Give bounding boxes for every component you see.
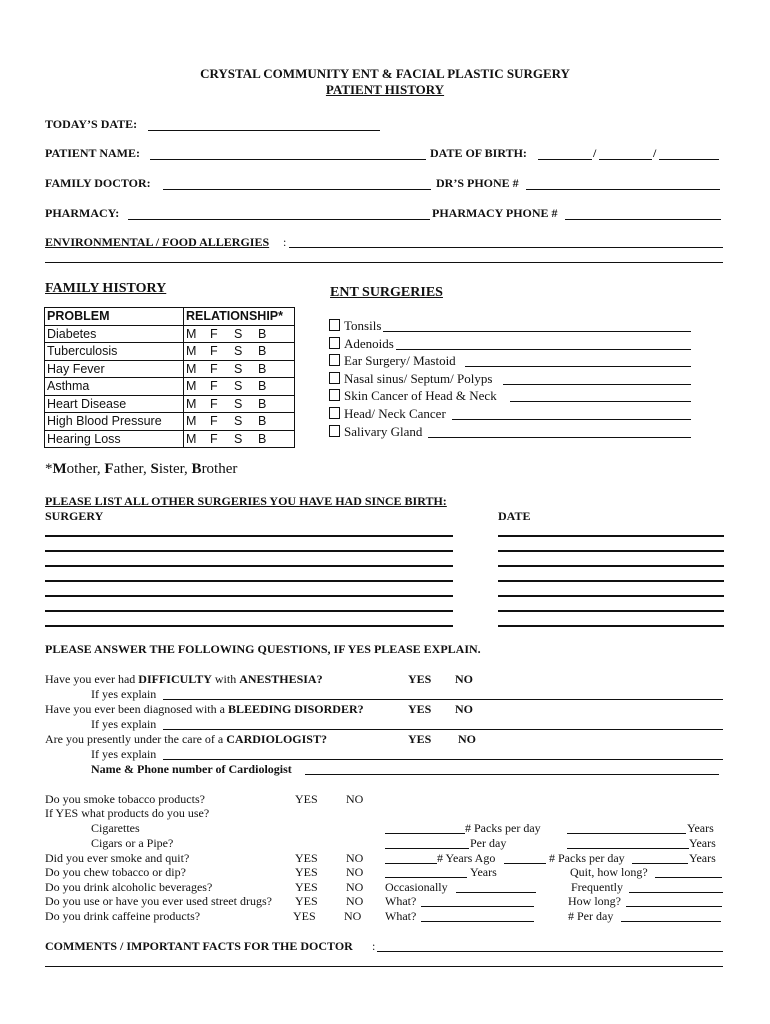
rel-sister[interactable]: S [234, 326, 243, 341]
q-cardiologist: Are you presently under the care of a CARDIOLOGIST? [45, 732, 327, 746]
table-header-row [45, 308, 295, 326]
quit-no[interactable]: NO [346, 851, 364, 865]
rel-mother[interactable]: M [186, 396, 197, 411]
rel-mother[interactable]: M [186, 344, 197, 359]
allergies-colon: : [283, 235, 287, 249]
ent-item-adenoids[interactable]: Adenoids [329, 336, 394, 352]
pharmacy-phone-field[interactable] [565, 219, 721, 220]
family-history-title: FAMILY HISTORY [45, 281, 167, 296]
patient-name-label: PATIENT NAME: [45, 146, 141, 160]
rel-mother[interactable]: M [186, 414, 197, 429]
table-row [45, 430, 295, 448]
table-row [45, 413, 295, 431]
todays-date-label: TODAY’S DATE: [45, 117, 138, 131]
caffeine-question: Do you drink caffeine products? [45, 909, 201, 923]
ent-field-tonsils[interactable] [383, 331, 691, 332]
surgery-line-1[interactable] [45, 535, 453, 537]
rel-brother[interactable]: B [258, 361, 267, 376]
caffeine-what-label: What? [385, 909, 417, 923]
q-bleeding-no[interactable]: NO [455, 702, 473, 716]
rel-sister[interactable]: S [234, 361, 243, 376]
problem-cell: Tuberculosis [45, 343, 184, 361]
alcohol-no[interactable]: NO [346, 880, 364, 894]
quit-yes[interactable]: YES [295, 851, 318, 865]
cigars-per-day-field[interactable] [385, 848, 469, 849]
q-anesthesia-explain-field[interactable] [163, 699, 723, 700]
products-question: If YES what products do you use? [45, 806, 210, 820]
drs-phone-label: DR’S PHONE # [436, 176, 519, 190]
relationship-options[interactable] [184, 360, 295, 378]
table-row [45, 325, 295, 343]
caffeine-what-field[interactable] [421, 921, 534, 922]
q-anesthesia-yes[interactable]: YES [408, 672, 432, 686]
ent-item-skin-cancer[interactable]: Skin Cancer of Head & Neck [329, 388, 497, 404]
cigars-per-day-label: Per day [470, 836, 507, 850]
date-line-7[interactable] [498, 625, 724, 627]
caffeine-per-day-label: # Per day [568, 909, 614, 923]
form-title: PATIENT HISTORY [325, 82, 445, 97]
frequently-field[interactable] [629, 892, 723, 893]
patient-name-field[interactable] [150, 159, 426, 160]
rel-father[interactable]: F [210, 396, 218, 411]
q-bleeding-explain-label: If yes explain [91, 717, 157, 731]
ent-item-tonsils[interactable]: Tonsils [329, 318, 381, 334]
dob-month-field[interactable] [538, 159, 592, 160]
date-line-1[interactable] [498, 535, 724, 537]
chew-no[interactable]: NO [346, 865, 364, 879]
date-line-3[interactable] [498, 565, 724, 567]
problem-cell: Asthma [45, 378, 184, 396]
quit-packs-field[interactable] [504, 863, 546, 864]
cigars-label: Cigars or a Pipe? [91, 836, 174, 850]
drugs-no[interactable]: NO [346, 894, 364, 908]
rel-sister[interactable]: S [234, 396, 243, 411]
drs-phone-field[interactable] [526, 189, 720, 190]
cigars-years-field[interactable] [567, 848, 689, 849]
cardiologist-name-label: Name & Phone number of Cardiologist [91, 762, 292, 776]
q-cardiologist-explain-field[interactable] [163, 759, 723, 760]
cigarettes-years-label: Years [687, 821, 714, 835]
relationship-legend: *Mother, Father, Sister, Brother [45, 461, 238, 477]
smoke-yes[interactable]: YES [295, 792, 318, 806]
ent-item-salivary[interactable]: Salivary Gland [329, 424, 422, 440]
relationship-options[interactable] [184, 378, 295, 396]
relationship-options[interactable] [184, 343, 295, 361]
drugs-how-long-label: How long? [568, 894, 621, 908]
rel-mother[interactable]: M [186, 431, 197, 446]
rel-brother[interactable]: B [258, 414, 267, 429]
occasionally-label: Occasionally [385, 880, 448, 894]
checkbox-icon[interactable] [329, 354, 340, 366]
cigarettes-packs-field[interactable] [385, 833, 465, 834]
q-cardiologist-yes[interactable]: YES [408, 732, 432, 746]
quit-years-label: Years [689, 851, 716, 865]
rel-father[interactable]: F [210, 431, 218, 446]
ent-item-ear[interactable]: Ear Surgery/ Mastoid [329, 353, 456, 369]
dob-sep-2: / [653, 146, 657, 160]
surgery-column-label: SURGERY [45, 509, 104, 523]
quit-years-ago-field[interactable] [385, 863, 437, 864]
ent-item-head-neck[interactable]: Head/ Neck Cancer [329, 406, 446, 422]
cigarettes-packs-label: # Packs per day [465, 821, 541, 835]
ent-field-nasal[interactable] [503, 384, 691, 385]
cigars-years-label: Years [689, 836, 716, 850]
quit-how-long-field[interactable] [655, 877, 722, 878]
occasionally-field[interactable] [456, 892, 536, 893]
pharmacy-phone-label: PHARMACY PHONE # [432, 206, 558, 220]
surgery-line-4[interactable] [45, 580, 453, 582]
cigarettes-label: Cigarettes [91, 821, 140, 835]
problem-cell: Hay Fever [45, 360, 184, 378]
org-name: CRYSTAL COMMUNITY ENT & FACIAL PLASTIC SURGERY [200, 66, 570, 81]
table-row [45, 378, 295, 396]
family-doctor-label: FAMILY DOCTOR: [45, 176, 151, 190]
caffeine-per-day-field[interactable] [621, 921, 721, 922]
allergies-field-1[interactable] [289, 247, 723, 248]
ent-field-salivary[interactable] [428, 437, 691, 438]
checkbox-icon[interactable] [329, 372, 340, 384]
alcohol-question: Do you drink alcoholic beverages? [45, 880, 213, 894]
q-anesthesia-no[interactable]: NO [455, 672, 473, 686]
pharmacy-field[interactable] [128, 219, 430, 220]
comments-field-2[interactable] [45, 966, 723, 967]
quit-packs-label: # Packs per day [549, 851, 625, 865]
q-bleeding-explain-field[interactable] [163, 729, 723, 730]
questions-heading: PLEASE ANSWER THE FOLLOWING QUESTIONS, IF YES PLEASE EXPLAIN. [45, 642, 481, 656]
allergies-field-2[interactable] [45, 262, 723, 263]
surgery-line-7[interactable] [45, 625, 453, 627]
ent-field-adenoids[interactable] [396, 349, 691, 350]
checkbox-icon[interactable] [329, 425, 340, 437]
drugs-what-field[interactable] [421, 906, 534, 907]
rel-father[interactable]: F [210, 414, 218, 429]
family-history-table [44, 307, 295, 448]
dob-label: DATE OF BIRTH: [430, 146, 527, 160]
relationship-options[interactable] [184, 395, 295, 413]
drugs-question: Do you use or have you ever used street drugs? [45, 894, 272, 908]
comments-label: COMMENTS / IMPORTANT FACTS FOR THE DOCTOR [45, 939, 353, 953]
q-cardiologist-no[interactable]: NO [458, 732, 476, 746]
ent-item-nasal[interactable]: Nasal sinus/ Septum/ Polyps [329, 371, 492, 387]
rel-sister[interactable]: S [234, 379, 243, 394]
date-column-label: DATE [498, 509, 531, 523]
rel-father[interactable]: F [210, 379, 218, 394]
col-problem-header: PROBLEM [45, 308, 184, 326]
rel-mother[interactable]: M [186, 361, 197, 376]
quit-how-long-label: Quit, how long? [570, 865, 648, 879]
caffeine-yes[interactable]: YES [293, 909, 316, 923]
checkbox-icon[interactable] [329, 407, 340, 419]
q-anesthesia: Have you ever had DIFFICULTY with ANESTHESIA? [45, 672, 323, 686]
drugs-what-label: What? [385, 894, 417, 908]
checkbox-icon[interactable] [329, 337, 340, 349]
surgery-line-5[interactable] [45, 595, 453, 597]
rel-brother[interactable]: B [258, 396, 267, 411]
rel-sister[interactable]: S [234, 344, 243, 359]
quit-years-field[interactable] [632, 863, 688, 864]
chew-yes[interactable]: YES [295, 865, 318, 879]
rel-sister[interactable]: S [234, 414, 243, 429]
problem-cell: High Blood Pressure [45, 413, 184, 431]
surgeries-heading: PLEASE LIST ALL OTHER SURGERIES YOU HAVE HAD SINCE BIRTH: [45, 494, 447, 508]
smoke-no[interactable]: NO [346, 792, 364, 806]
quit-years-ago-label: # Years Ago [437, 851, 496, 865]
caffeine-no[interactable]: NO [344, 909, 362, 923]
relationship-options[interactable] [184, 325, 295, 343]
date-line-5[interactable] [498, 595, 724, 597]
problem-cell: Heart Disease [45, 395, 184, 413]
rel-brother[interactable]: B [258, 326, 267, 341]
drugs-yes[interactable]: YES [295, 894, 318, 908]
checkbox-icon[interactable] [329, 319, 340, 331]
cigarettes-years-field[interactable] [567, 833, 686, 834]
rel-sister[interactable]: S [234, 431, 243, 446]
checkbox-icon[interactable] [329, 389, 340, 401]
comments-colon: : [372, 939, 376, 953]
cardiologist-name-field[interactable] [305, 774, 719, 775]
drugs-how-long-field[interactable] [626, 906, 722, 907]
rel-brother[interactable]: B [258, 379, 267, 394]
ent-field-head-neck[interactable] [452, 419, 691, 420]
q-anesthesia-explain-label: If yes explain [91, 687, 157, 701]
rel-father[interactable]: F [210, 326, 218, 341]
col-relationship-header: RELATIONSHIP* [184, 308, 295, 326]
rel-brother[interactable]: B [258, 344, 267, 359]
table-row [45, 343, 295, 361]
alcohol-yes[interactable]: YES [295, 880, 318, 894]
family-doctor-field[interactable] [163, 189, 431, 190]
quit-question: Did you ever smoke and quit? [45, 851, 190, 865]
ent-surgeries-title: ENT SURGERIES [330, 285, 443, 300]
chew-question: Do you chew tobacco or dip? [45, 865, 186, 879]
surgery-line-3[interactable] [45, 565, 453, 567]
todays-date-field[interactable] [148, 130, 380, 131]
table-row [45, 360, 295, 378]
chew-years-label: Years [470, 865, 497, 879]
table-row [45, 395, 295, 413]
date-line-6[interactable] [498, 610, 724, 612]
date-line-4[interactable] [498, 580, 724, 582]
ent-field-skin-cancer[interactable] [510, 401, 691, 402]
allergies-label: ENVIRONMENTAL / FOOD ALLERGIES [45, 235, 270, 249]
q-cardiologist-explain-label: If yes explain [91, 747, 157, 761]
date-line-2[interactable] [498, 550, 724, 552]
dob-day-field[interactable] [599, 159, 652, 160]
dob-year-field[interactable] [659, 159, 719, 160]
rel-father[interactable]: F [210, 361, 218, 376]
chew-years-field[interactable] [385, 877, 467, 878]
q-bleeding: Have you ever been diagnosed with a BLEEDING DISORDER? [45, 702, 364, 716]
relationship-options[interactable] [184, 430, 295, 448]
rel-mother[interactable]: M [186, 379, 197, 394]
comments-field-1[interactable] [377, 951, 723, 952]
ent-field-ear[interactable] [465, 366, 691, 367]
rel-brother[interactable]: B [258, 431, 267, 446]
q-bleeding-yes[interactable]: YES [408, 702, 432, 716]
surgery-line-2[interactable] [45, 550, 453, 552]
pharmacy-label: PHARMACY: [45, 206, 120, 220]
problem-cell: Diabetes [45, 325, 184, 343]
rel-father[interactable]: F [210, 344, 218, 359]
dob-sep-1: / [593, 146, 597, 160]
rel-mother[interactable]: M [186, 326, 197, 341]
surgery-line-6[interactable] [45, 610, 453, 612]
relationship-options[interactable] [184, 413, 295, 431]
frequently-label: Frequently [571, 880, 623, 894]
problem-cell: Hearing Loss [45, 430, 184, 448]
smoke-question: Do you smoke tobacco products? [45, 792, 205, 806]
